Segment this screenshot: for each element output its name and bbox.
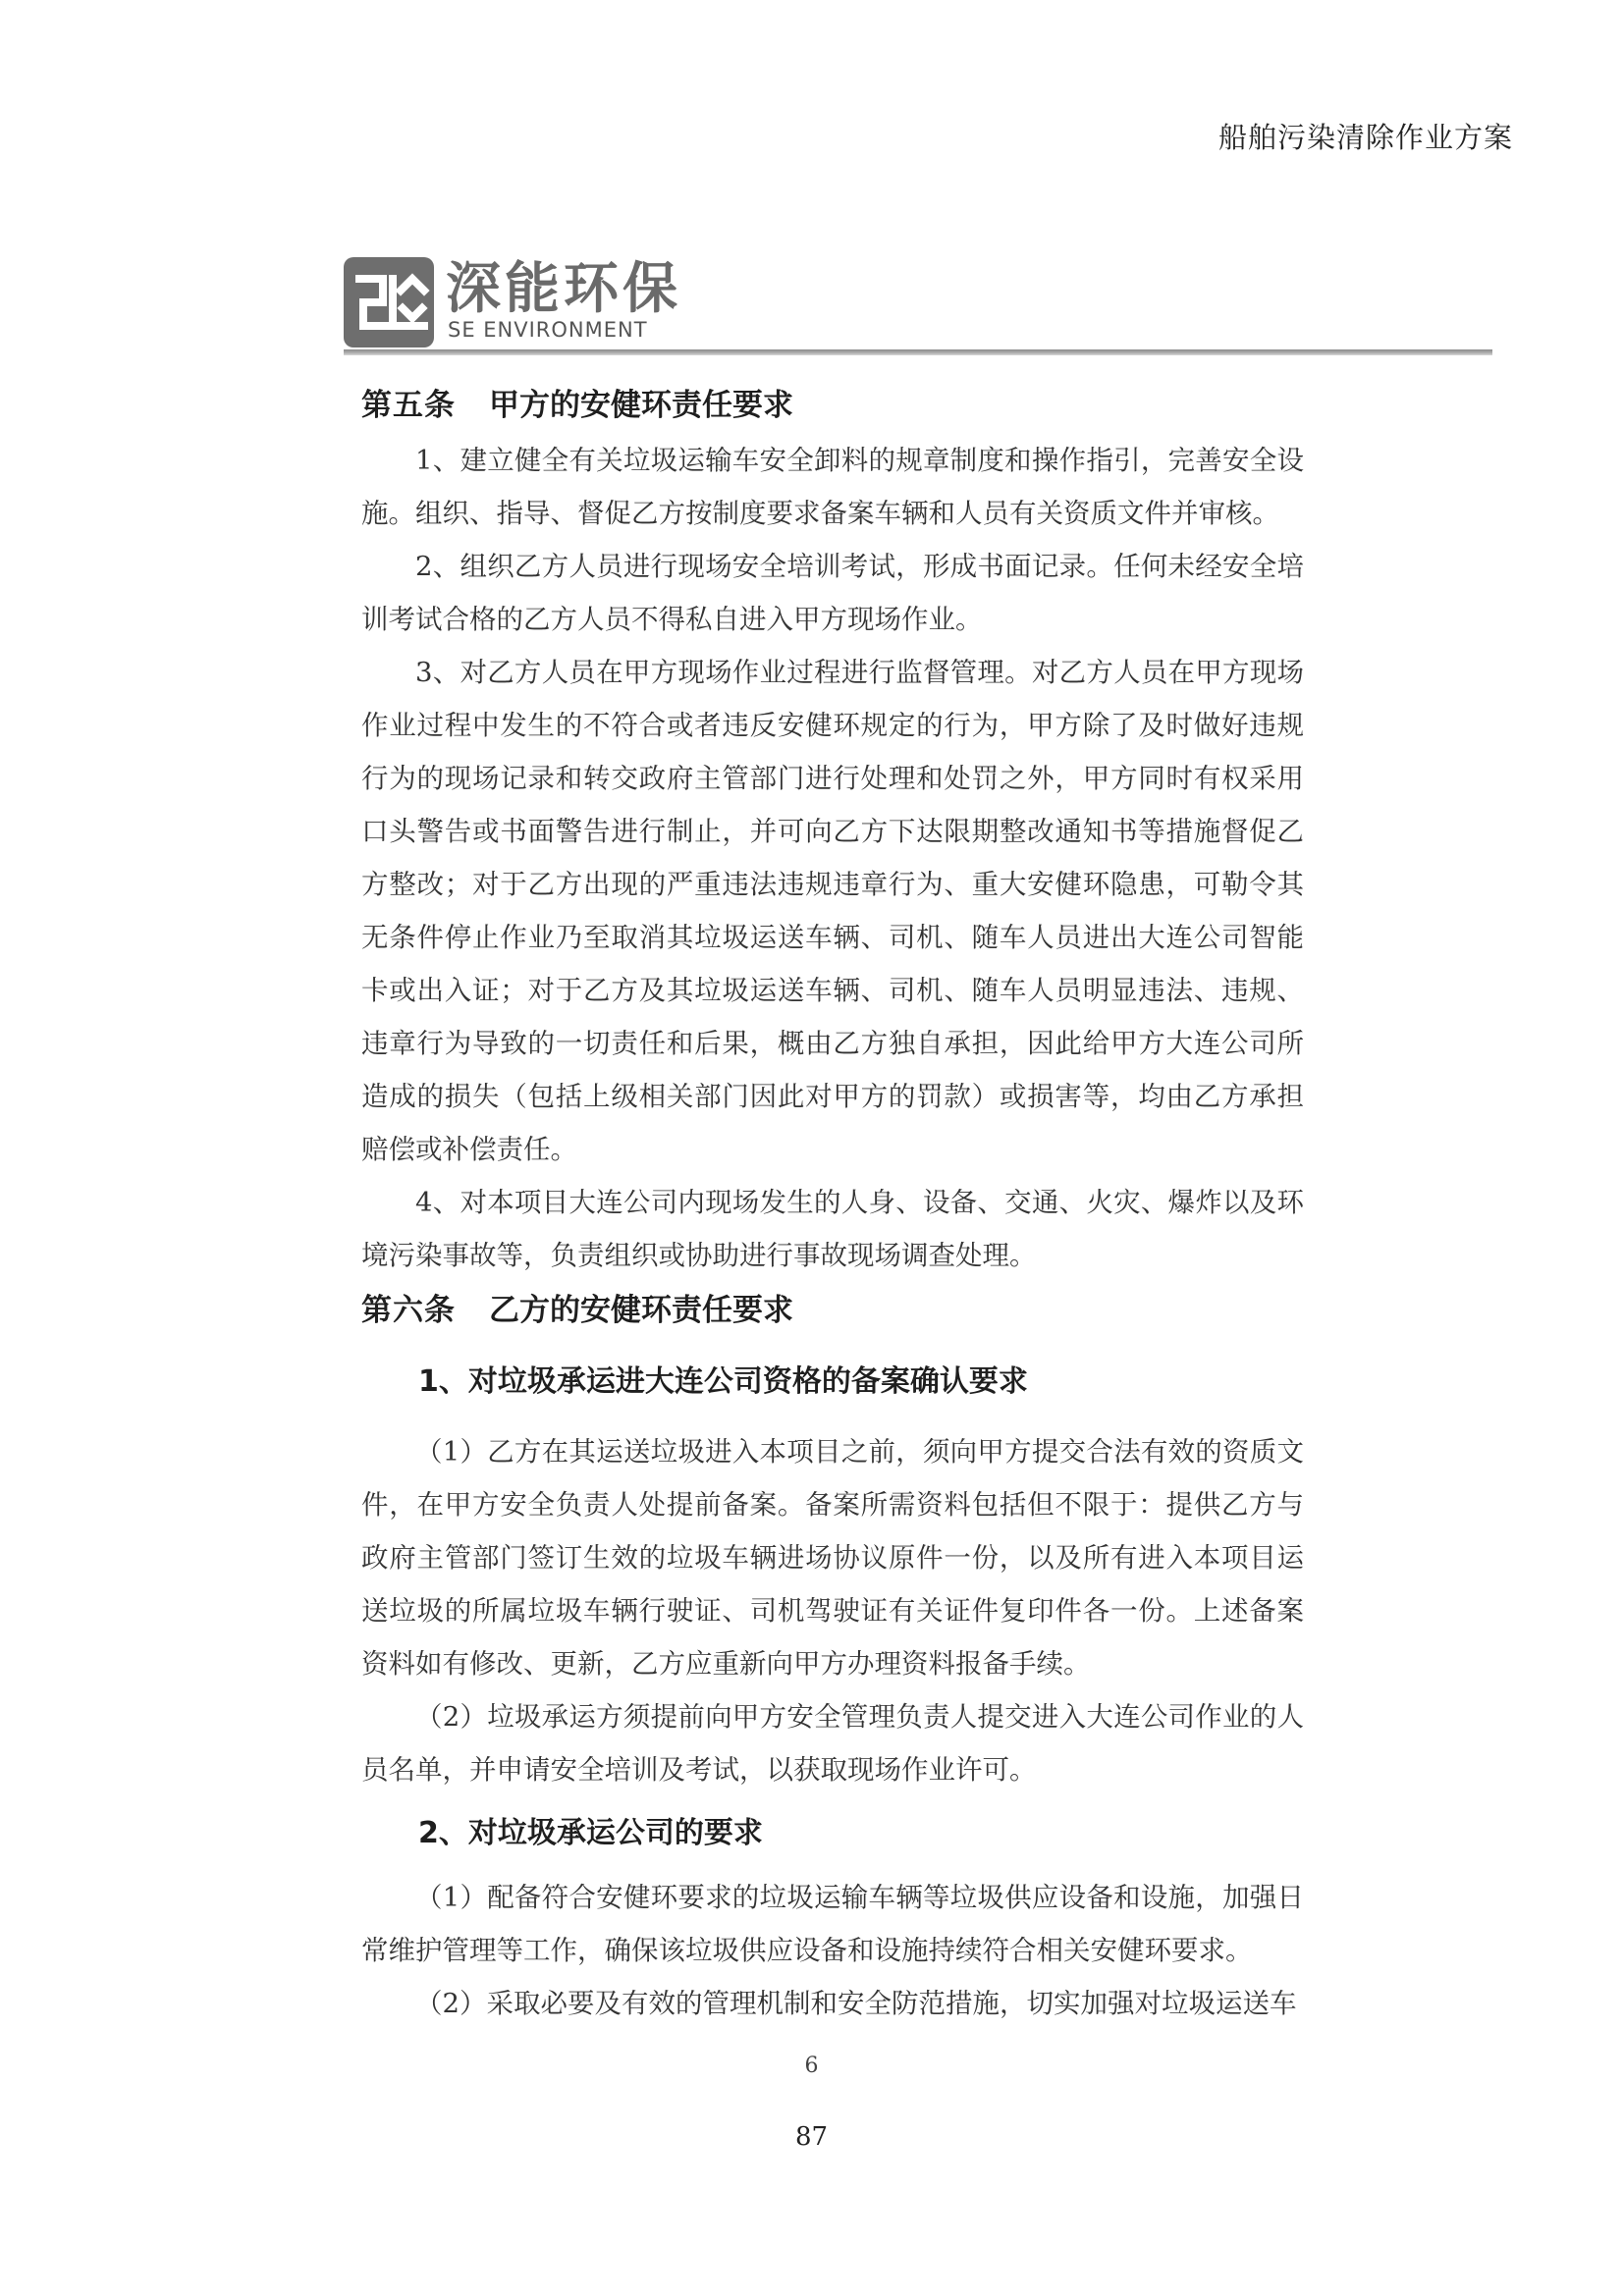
logo-name-en: SE ENVIRONMENT [448, 318, 648, 342]
article-5-paragraph: 3、对乙方人员在甲方现场作业过程进行监督管理。对乙方人员在甲方现场作业过程中发生的不符合或者违反安健环规定的行为，甲方除了及时做好违规行为的现场记录和转交政府主管部门进行处理和处罚之外，甲方同时有权采用口头警告或书面警告进行制止，并可向乙方下达限期整改通知书等措施督促乙方整改；对于乙方出现的严重违法违规违章行为、重大安健环隐患，可勒令其无条件停止作业乃至取消其垃圾运送车辆、司机、随车人员进出大连公司智能卡或出入证；对于乙方及其垃圾运送车辆、司机、随车人员明显违法、违规、违章行为导致的一切责任和后果，概由乙方独自承担，因此给甲方大连公司所造成的损失（包括上级相关部门因此对甲方的罚款）或损害等，均由乙方承担赔偿或补偿责任。 [361, 657, 1304, 1165]
section-2-paragraph: （2）采取必要及有效的管理机制和安全防范措施，切实加强对垃圾运送车 [415, 1988, 1297, 2019]
section-1-paragraph: （2）垃圾承运方须提前向甲方安全管理负责人提交进入大连公司作业的人员名单，并申请安全培训及考试，以获取现场作业许可。 [361, 1701, 1304, 1786]
article-5-number: 第五条 [361, 388, 456, 423]
running-header: 船舶污染清除作业方案 [1217, 121, 1513, 154]
section-2-heading: 2、对垃圾承运公司的要求 [418, 1816, 763, 1850]
logo-mark-icon [344, 257, 434, 347]
company-logo [344, 257, 681, 347]
header-divider [344, 349, 1492, 355]
outer-page-number: 87 [794, 2122, 829, 2152]
article-5-paragraph: 2、组织乙方人员进行现场安全培训考试，形成书面记录。任何未经安全培训考试合格的乙方人员不得私自进入甲方现场作业。 [361, 551, 1304, 635]
article-6-title: 乙方的安健环责任要求 [489, 1293, 793, 1328]
logo-name-cn: 深能环保 [446, 257, 681, 321]
inner-page-number: 6 [804, 2054, 819, 2078]
section-1-heading: 1、对垃圾承运进大连公司资格的备案确认要求 [418, 1364, 1028, 1399]
document-body [361, 377, 1304, 2030]
article-6-heading [361, 1282, 1304, 1339]
article-5-heading [361, 377, 1304, 434]
article-6-number: 第六条 [361, 1293, 456, 1328]
article-5-title: 甲方的安健环责任要求 [489, 388, 793, 423]
section-2-paragraph: （1）配备符合安健环要求的垃圾运输车辆等垃圾供应设备和设施，加强日常维护管理等工作，确保该垃圾供应设备和设施持续符合相关安健环要求。 [361, 1882, 1304, 1966]
section-1-paragraph: （1）乙方在其运送垃圾进入本项目之前，须向甲方提交合法有效的资质文件，在甲方安全负责人处提前备案。备案所需资料包括但不限于：提供乙方与政府主管部门签订生效的垃圾车辆进场协议原件一份，以及所有进入本项目运送垃圾的所属垃圾车辆行驶证、司机驾驶证有关证件复印件各一份。上述备案资料如有修改、更新，乙方应重新向甲方办理资料报备手续。 [361, 1436, 1304, 1680]
article-5-paragraph: 4、对本项目大连公司内现场发生的人身、设备、交通、火灾、爆炸以及环境污染事故等，负责组织或协助进行事故现场调查处理。 [361, 1187, 1304, 1271]
article-5-paragraph: 1、建立健全有关垃圾运输车安全卸料的规章制度和操作指引，完善安全设施。组织、指导、督促乙方按制度要求备案车辆和人员有关资质文件并审核。 [361, 445, 1304, 529]
